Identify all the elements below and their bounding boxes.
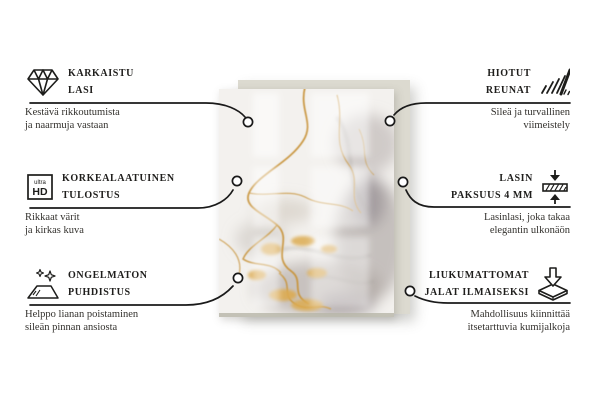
feature-desc-line: elegantin ulkonäön [489, 224, 570, 236]
ultra-hd-icon [25, 172, 55, 202]
marble-texture [219, 89, 394, 317]
feature-korkealaatuinen-tulostus [25, 167, 225, 237]
marble-glass-board [219, 89, 394, 317]
feature-desc-line: Rikkaat värit [25, 212, 80, 223]
feature-ongelmaton-puhdistus [25, 264, 225, 334]
feature-title-line: REUNAT [485, 85, 531, 96]
feature-title-line: LIUKUMATTOMAT [428, 270, 529, 281]
polished-edge-icon [538, 67, 570, 97]
feature-karkaistu-lasi [25, 62, 225, 132]
feature-header [370, 264, 570, 304]
feature-title-line: KARKAISTU [68, 68, 134, 79]
feature-header [370, 62, 570, 102]
feature-header [25, 62, 225, 102]
feature-header [25, 167, 225, 207]
feature-title-line: JALAT ILMAISEKSI [424, 287, 529, 298]
feature-description [25, 107, 225, 132]
feature-description [370, 107, 570, 132]
feature-desc-line: Kestävä rikkoutumista [25, 107, 120, 118]
glass-thickness-icon [540, 169, 570, 205]
diamond-icon [25, 66, 61, 98]
feature-desc-line: viimeistely [523, 119, 570, 131]
feature-desc-line: Helppo lianan poistaminen [25, 309, 139, 320]
feature-desc-line: itsetarttuvia kumijalkoja [467, 321, 570, 333]
feature-hiotut-reunat [370, 62, 570, 132]
sparkle-clean-icon [25, 268, 61, 301]
feature-title-line: LASI [68, 85, 94, 96]
feature-desc-line: ja naarmuja vastaan [25, 119, 109, 131]
feature-desc-line: Sileä ja turvallinen [490, 107, 570, 118]
feature-lasin-paksuus [370, 167, 570, 237]
feature-title-line: KORKEALAATUINEN [62, 173, 175, 184]
feature-title-line: PUHDISTUS [68, 287, 131, 298]
feature-header [370, 167, 570, 207]
hd-label: HD [32, 186, 48, 198]
feature-description [25, 309, 225, 334]
feature-desc-line: ja kirkas kuva [25, 224, 84, 236]
feature-desc-line: sileän pinnan ansiosta [25, 321, 118, 333]
feature-title-line: TULOSTUS [62, 190, 121, 201]
feature-header [25, 264, 225, 304]
feature-description [370, 212, 570, 237]
feature-title-line: HIOTUT [487, 68, 531, 79]
feature-title-line: LASIN [499, 173, 533, 184]
feature-desc-line: Mahdollisuus kiinnittää [470, 309, 570, 320]
feature-desc-line: Lasinlasi, joka takaa [483, 212, 570, 223]
feature-description [370, 309, 570, 334]
non-slip-feet-icon [536, 266, 570, 303]
ultra-label: ultra [34, 180, 46, 186]
feature-description [25, 212, 225, 237]
glass-bottom-edge [219, 313, 394, 317]
reflection-panes [253, 93, 369, 307]
feature-liukumattomat-jalat [370, 264, 570, 334]
feature-title-line: PAKSUUS 4 MM [450, 190, 533, 201]
feature-title-line: ONGELMATON [68, 270, 148, 281]
